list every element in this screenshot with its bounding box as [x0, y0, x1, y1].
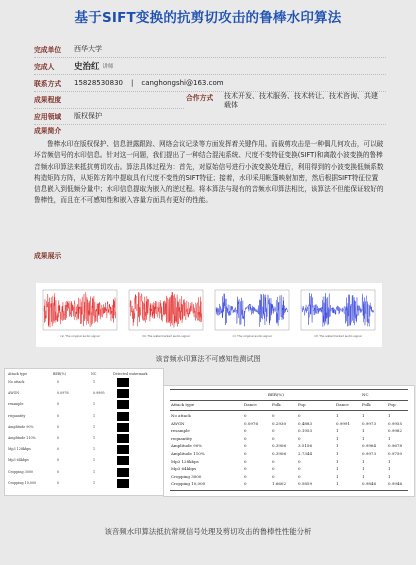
table-cell: requantity — [171, 435, 193, 441]
robustness-table-comparison — [163, 385, 415, 497]
unit-row — [34, 42, 102, 56]
phone-value: 15828530830 — [74, 79, 123, 87]
table-cell: 1 — [336, 466, 339, 472]
email-link[interactable]: canghongshi@163.com — [141, 79, 224, 87]
table-cell: 1 — [93, 458, 96, 463]
robustness-table-single — [4, 368, 164, 496]
table-cell: 0 — [272, 428, 275, 434]
person-name: 史治红 — [74, 62, 100, 72]
waveform-original-2 — [212, 288, 292, 340]
table-cell: 3.5156 — [298, 443, 312, 449]
table-cell: 0.9678 — [388, 443, 402, 449]
table-cell: 0 — [272, 458, 275, 464]
divider — [34, 124, 386, 125]
table-cell: 0.1953 — [298, 428, 312, 434]
intro-row — [34, 123, 74, 137]
divider — [34, 57, 386, 58]
table-cell: 1 — [362, 473, 365, 479]
contact-label: 联系方式 — [34, 80, 62, 88]
table-caption: 该音频水印算法抵抗常规信号处理及剪切攻击的鲁棒性性能分析 — [104, 527, 312, 536]
table-cell: 1 — [93, 380, 96, 384]
table-rule — [170, 490, 408, 491]
table-cell: 0.0976 — [244, 420, 258, 426]
table-cell: 0 — [272, 473, 275, 479]
table-cell: 0 — [57, 380, 60, 384]
contact-row — [34, 76, 224, 90]
table-rule — [170, 400, 408, 401]
table-cell: 0 — [298, 458, 301, 464]
table-cell: 1 — [93, 436, 96, 440]
table-cell: 1 — [362, 466, 365, 472]
table-cell: 1 — [388, 413, 391, 418]
coop-row — [186, 92, 386, 112]
table-cell: 0.3906 — [272, 443, 286, 449]
table-cell: 1 — [336, 413, 339, 418]
panel-caption: (a) The original audio signal — [60, 334, 100, 338]
stage-label: 成果程度 — [34, 96, 62, 104]
table-cell: 0 — [57, 480, 60, 485]
table-group-header: NC — [362, 392, 369, 397]
table-cell: requantity — [8, 413, 26, 418]
field-label: 应用领域 — [34, 113, 62, 121]
table-cell: 0 — [57, 469, 60, 474]
table-cell: resample — [8, 402, 24, 407]
table-cell: 1 — [336, 481, 339, 487]
table-cell: Amplitude 110% — [8, 436, 36, 440]
table-cell: 0.0976 — [57, 391, 69, 396]
table-cell: 0.3906 — [272, 451, 286, 456]
table-cell: 0.9750 — [388, 451, 402, 456]
table-cell: 1 — [388, 458, 391, 464]
watermark-thumbnail — [117, 423, 129, 432]
table-cell: 1 — [93, 424, 96, 429]
table-header: Pop — [298, 402, 306, 407]
figure-caption: 该音频水印算法不可感知性测试图 — [155, 355, 261, 363]
table-cell: 0.9973 — [362, 451, 376, 456]
table-cell: 0 — [244, 466, 247, 472]
watermark-thumbnail — [117, 445, 129, 454]
intro-label: 成果简介 — [34, 127, 62, 135]
waveform-panel — [126, 288, 206, 340]
panel-caption: (d) The watermarked audio signal — [314, 334, 362, 338]
table-cell: 0 — [244, 458, 247, 464]
watermark-thumbnail — [117, 468, 129, 477]
table-cell: 1 — [388, 466, 391, 472]
table-cell: 1 — [336, 428, 339, 434]
table-cell: 1 — [93, 469, 96, 474]
table-cell: 0 — [298, 466, 301, 472]
table-header: BER(%) — [53, 372, 67, 376]
unit-value: 西华大学 — [74, 45, 102, 53]
waveform-figure — [36, 283, 382, 347]
watermark-thumbnail — [117, 389, 129, 398]
table-header: Pop — [388, 402, 396, 407]
table-cell: 1 — [93, 413, 96, 418]
table-cell: Cropping 3000 — [8, 469, 34, 474]
table-cell: No attack — [8, 380, 25, 384]
waveform-panel — [212, 288, 292, 340]
table-cell: 0.9846 — [362, 481, 376, 487]
table-cell: 1 — [362, 428, 365, 434]
table-cell: Cropping 10,000 — [171, 481, 206, 487]
stage-row — [34, 92, 74, 106]
table-header: Folk — [272, 402, 281, 407]
waveform-marked-2 — [298, 288, 378, 340]
table-cell: 1 — [336, 435, 339, 441]
field-row — [34, 109, 102, 123]
table-cell: 1 — [362, 435, 365, 441]
table-cell: Mp3 128kbps — [171, 458, 199, 464]
table-cell: 0 — [244, 435, 247, 441]
table-cell: 0 — [298, 435, 301, 441]
table-cell: 0 — [244, 443, 247, 449]
table-cell: 0.9982 — [388, 428, 402, 434]
table-cell: 1 — [93, 480, 96, 485]
table-cell: 1 — [336, 458, 339, 464]
table-cell: 1 — [388, 435, 391, 441]
table-cell: 0 — [244, 428, 247, 434]
table-rule — [170, 389, 408, 390]
watermark-thumbnail — [117, 434, 129, 443]
unit-label: 完成单位 — [34, 46, 62, 54]
table-cell: 0.9991 — [336, 420, 350, 426]
table-cell: 0 — [272, 435, 275, 441]
table-header: Dance — [244, 402, 257, 407]
table-header: Attack type — [8, 372, 28, 376]
table-cell: Amplitude 110% — [171, 451, 205, 456]
waveform-panel — [298, 288, 378, 340]
table-cell: 1 — [336, 473, 339, 479]
table-cell: 0 — [244, 473, 247, 479]
panel-caption: (b) The watermarked audio signal — [142, 334, 190, 338]
person-title: 讲师 — [102, 64, 114, 70]
watermark-thumbnail — [117, 456, 129, 465]
table-cell: 0 — [244, 481, 247, 487]
table-cell: 1 — [336, 443, 339, 449]
person-label: 完成人 — [34, 63, 55, 71]
table-cell: 1 — [388, 473, 391, 479]
table-cell: 0.4883 — [298, 420, 312, 426]
table-cell: Cropping 3000 — [171, 473, 202, 479]
table-cell: 0.9964 — [362, 443, 376, 449]
table-cell: 0.2930 — [272, 420, 286, 426]
field-value: 版权保护 — [74, 112, 102, 120]
table-cell: 2.7344 — [298, 451, 312, 456]
table-header: Detected watermark — [113, 372, 148, 376]
table-header: NC — [91, 372, 97, 376]
table-cell: 0 — [57, 436, 60, 440]
table-cell: 0 — [272, 466, 275, 472]
table-cell: 0 — [272, 413, 275, 418]
table-cell: Amplitude 90% — [8, 424, 34, 429]
table-cell: resample — [171, 428, 190, 434]
table-cell: AWGN — [8, 391, 20, 396]
watermark-thumbnail — [117, 479, 129, 488]
table-cell: 1 — [93, 402, 96, 407]
table-group-header: BER(%) — [268, 392, 284, 397]
table-cell: 0 — [298, 413, 301, 418]
panel-caption: (c) The original audio signal — [232, 334, 272, 338]
table-cell: 0.9995 — [93, 391, 105, 396]
table-cell: Mp3 64kbps — [8, 458, 29, 463]
waveform-panel — [40, 288, 120, 340]
table-cell: 1 — [93, 447, 96, 452]
table-cell: 0 — [244, 451, 247, 456]
table-rule — [170, 410, 408, 411]
table-cell: 0 — [57, 447, 60, 452]
table-cell: 0 — [57, 424, 60, 429]
table-cell: 1.6602 — [272, 481, 286, 487]
intro-paragraph: 鲁棒水印在版权保护、信息泄露跟踪、网络会议记录等方面发挥着关键作用。而裁剪攻击是一种偶几何攻击，可以破坏音频信号的水印信息。针对这一问题，我们提出了一种结合混沌系统、尺度不变特征变换(SIFT)和离散小波变换的鲁棒音频水印算法来抵抗剪切攻击。算法具体过程为：首先，对原始信号进行小波变换处理后，利用得到的小波变换低频系数构造矩阵方阵，从矩阵方阵中提取具有尺度不变性的SIFT特征；接着，水印采用帐篷映射加密，然后根据SIFT特征位置信息嵌入到低频分量中；水印信息提取为嵌入的逆过程。将本算法与现有的音频水印算法相比，该算法不但能保证较好的鲁棒性，而且在不可感知性和嵌入容量方面具有更好的性能。 — [34, 140, 384, 205]
person-row — [34, 59, 114, 73]
coop-label: 合作方式 — [186, 94, 214, 102]
table-cell: 0 — [57, 458, 60, 463]
watermark-thumbnail — [117, 378, 129, 387]
table-cell: 0 — [57, 413, 60, 418]
table-cell: 1 — [336, 451, 339, 456]
table-header: Folk — [362, 402, 371, 407]
table-cell: 0.9973 — [362, 420, 376, 426]
show-row — [34, 248, 74, 262]
table-cell: 0.5859 — [298, 481, 312, 487]
table-cell: 1 — [362, 458, 365, 464]
table-cell: Amplitude 90% — [171, 443, 203, 449]
table-cell: 0 — [244, 413, 247, 418]
page-title: 基于SIFT变换的抗剪切攻击的鲁棒水印算法 — [74, 10, 342, 26]
table-cell: 0.9955 — [388, 420, 402, 426]
contact-divider: | — [131, 79, 134, 87]
table-header: Attack type — [171, 402, 195, 407]
coop-value: 技术开发、技术服务、技术转让、技术咨询、共建载体 — [224, 92, 378, 109]
table-cell: Cropping 10,000 — [8, 480, 37, 485]
table-cell: 0.9946 — [388, 481, 402, 487]
table-cell: AWGN — [171, 420, 185, 426]
table-cell: Mp3 64kbps — [171, 466, 197, 472]
watermark-thumbnail — [117, 400, 129, 409]
table-cell: 1 — [362, 413, 365, 418]
table-cell: 0 — [57, 402, 60, 407]
table-cell: No attack — [171, 413, 191, 418]
divider — [34, 74, 386, 75]
watermark-thumbnail — [117, 412, 129, 421]
table-cell: Mp3 128kbps — [8, 447, 31, 452]
table-header: Dance — [336, 402, 349, 407]
waveform-original-1 — [40, 288, 120, 340]
waveform-marked-1 — [126, 288, 206, 340]
table-cell: 0 — [298, 473, 301, 479]
show-label: 成果展示 — [34, 252, 62, 260]
